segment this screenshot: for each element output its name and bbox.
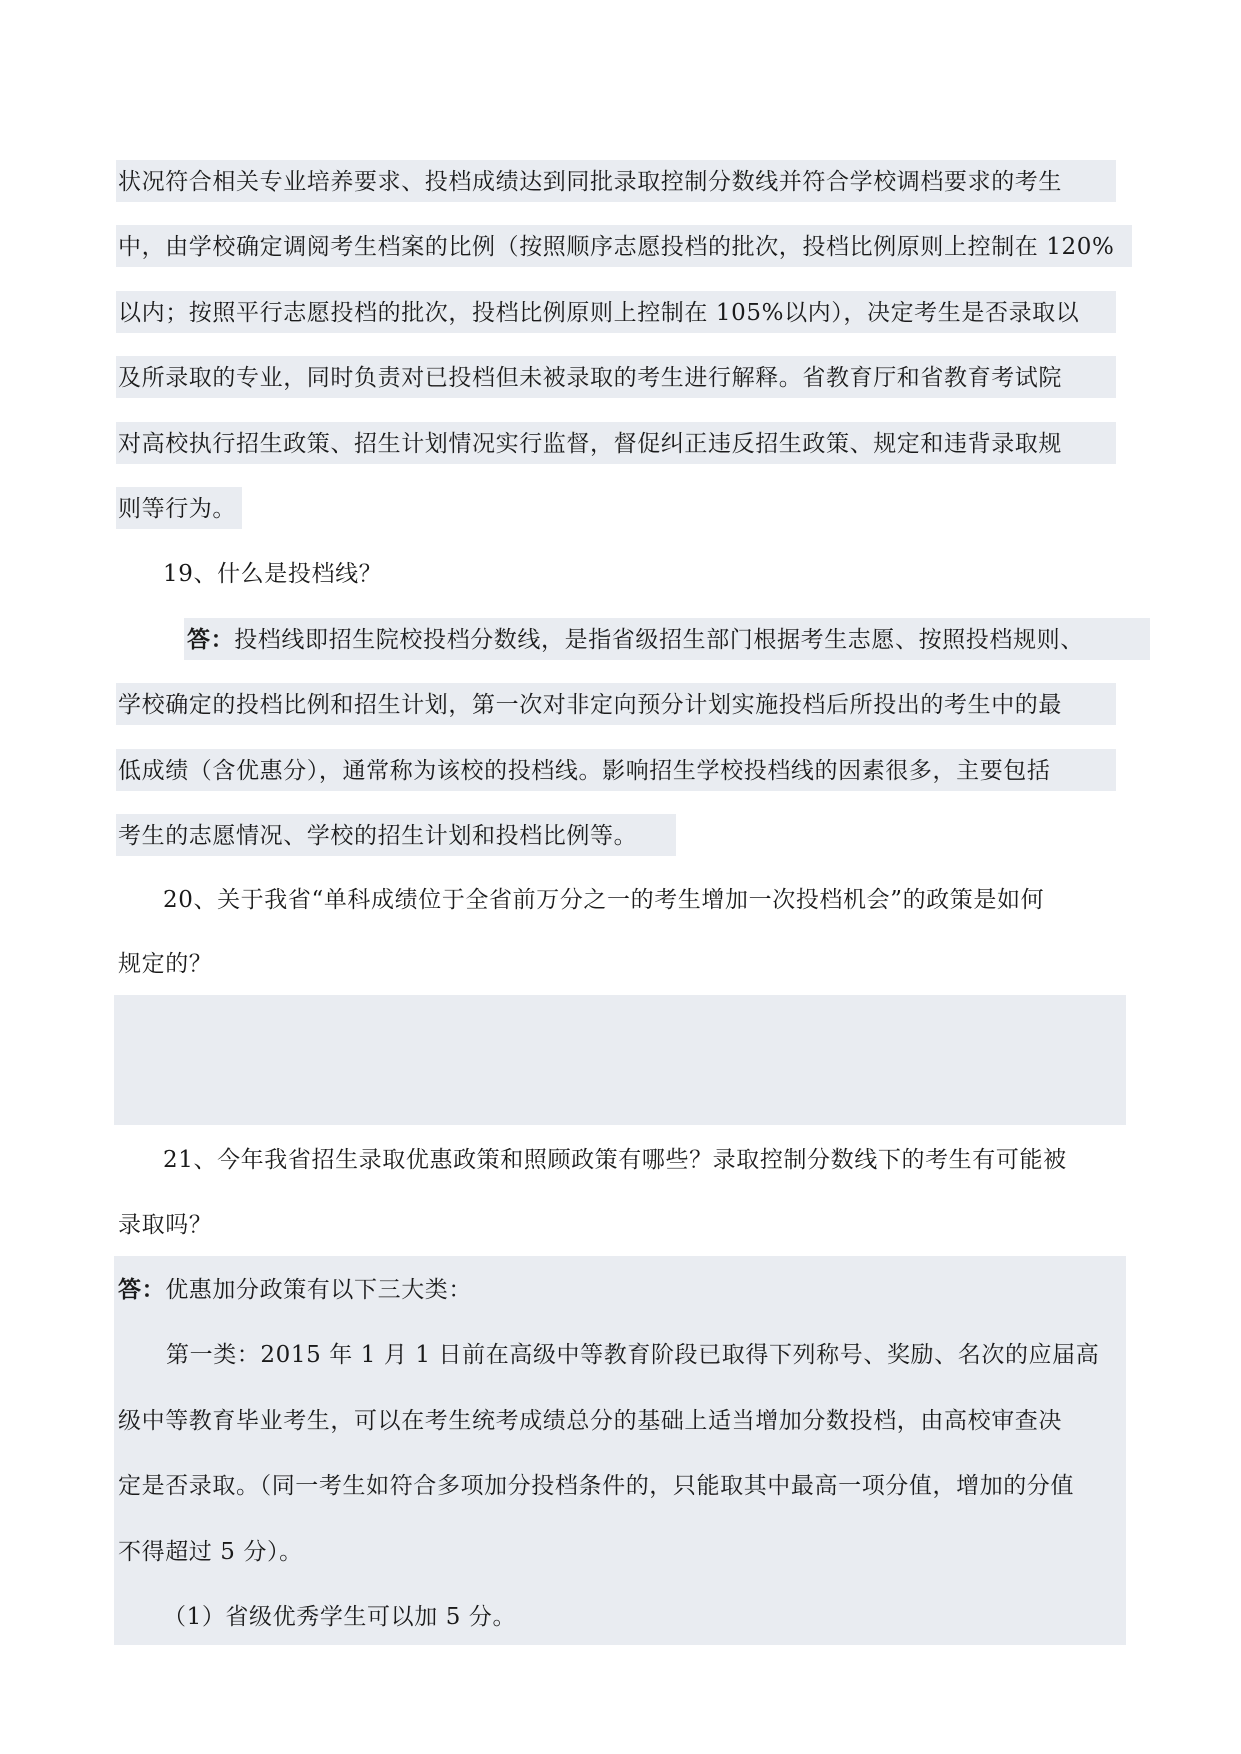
text-line: 状况符合相关专业培养要求、投档成绩达到同批录取控制分数线并符合学校调档要求的考生 <box>118 169 1062 195</box>
answer-first-line <box>118 1270 472 1310</box>
text-line: 及所录取的专业，同时负责对已投档但未被录取的考生进行解释。省教育厅和省教育考试院 <box>118 365 1062 391</box>
text-line: 投档线即招生院校投档分数线，是指省级招生部门根据考生志愿、按照投档规则、 <box>234 627 1084 653</box>
answer-label: 答： <box>187 626 235 653</box>
empty-highlight-block <box>114 995 1126 1125</box>
text-line: 21、今年我省招生录取优惠政策和照顾政策有哪些？录取控制分数线下的考生有可能被 <box>163 1147 1067 1173</box>
answer-first-line <box>187 620 1084 660</box>
text-line: 中，由学校确定调阅考生档案的比例（按照顺序志愿投档的批次，投档比例原则上控制在 120% <box>118 234 1115 260</box>
text-line: 考生的志愿情况、学校的招生计划和投档比例等。 <box>118 823 638 849</box>
text-line: 不得超过 5 分）。 <box>118 1539 303 1565</box>
answer-label: 答： <box>118 1276 166 1303</box>
text-line: 对高校执行招生政策、招生计划情况实行监督，督促纠正违反招生政策、规定和违背录取规 <box>118 431 1062 457</box>
question-19: 19、什么是投档线？ <box>163 561 383 587</box>
highlight-block <box>114 1256 1126 1645</box>
text-line: 录取吗？ <box>118 1212 213 1238</box>
text-line: 规定的？ <box>118 951 213 977</box>
text-line: 学校确定的投档比例和招生计划，第一次对非定向预分计划实施投档后所投出的考生中的最 <box>118 692 1062 718</box>
text-line: 低成绩（含优惠分），通常称为该校的投档线。影响招生学校投档线的因素很多，主要包括 <box>118 758 1051 784</box>
text-line: 定是否录取。（同一考生如符合多项加分投档条件的，只能取其中最高一项分值，增加的分值 <box>118 1473 1075 1499</box>
text-line: 以内；按照平行志愿投档的批次，投档比例原则上控制在 105%以内），决定考生是否录取以 <box>118 300 1080 326</box>
text-line: 则等行为。 <box>118 496 236 522</box>
list-item: （1）省级优秀学生可以加 5 分。 <box>163 1604 517 1630</box>
text-line: 优惠加分政策有以下三大类： <box>165 1277 473 1303</box>
text-line: 级中等教育毕业考生，可以在考生统考成绩总分的基础上适当增加分数投档，由高校审查决 <box>118 1408 1062 1434</box>
text-line: 第一类：2015 年 1 月 1 日前在高级中等教育阶段已取得下列称号、奖励、名次的应届高 <box>166 1342 1100 1368</box>
text-line: 20、关于我省“单科成绩位于全省前万分之一的考生增加一次投档机会”的政策是如何 <box>163 887 1045 913</box>
